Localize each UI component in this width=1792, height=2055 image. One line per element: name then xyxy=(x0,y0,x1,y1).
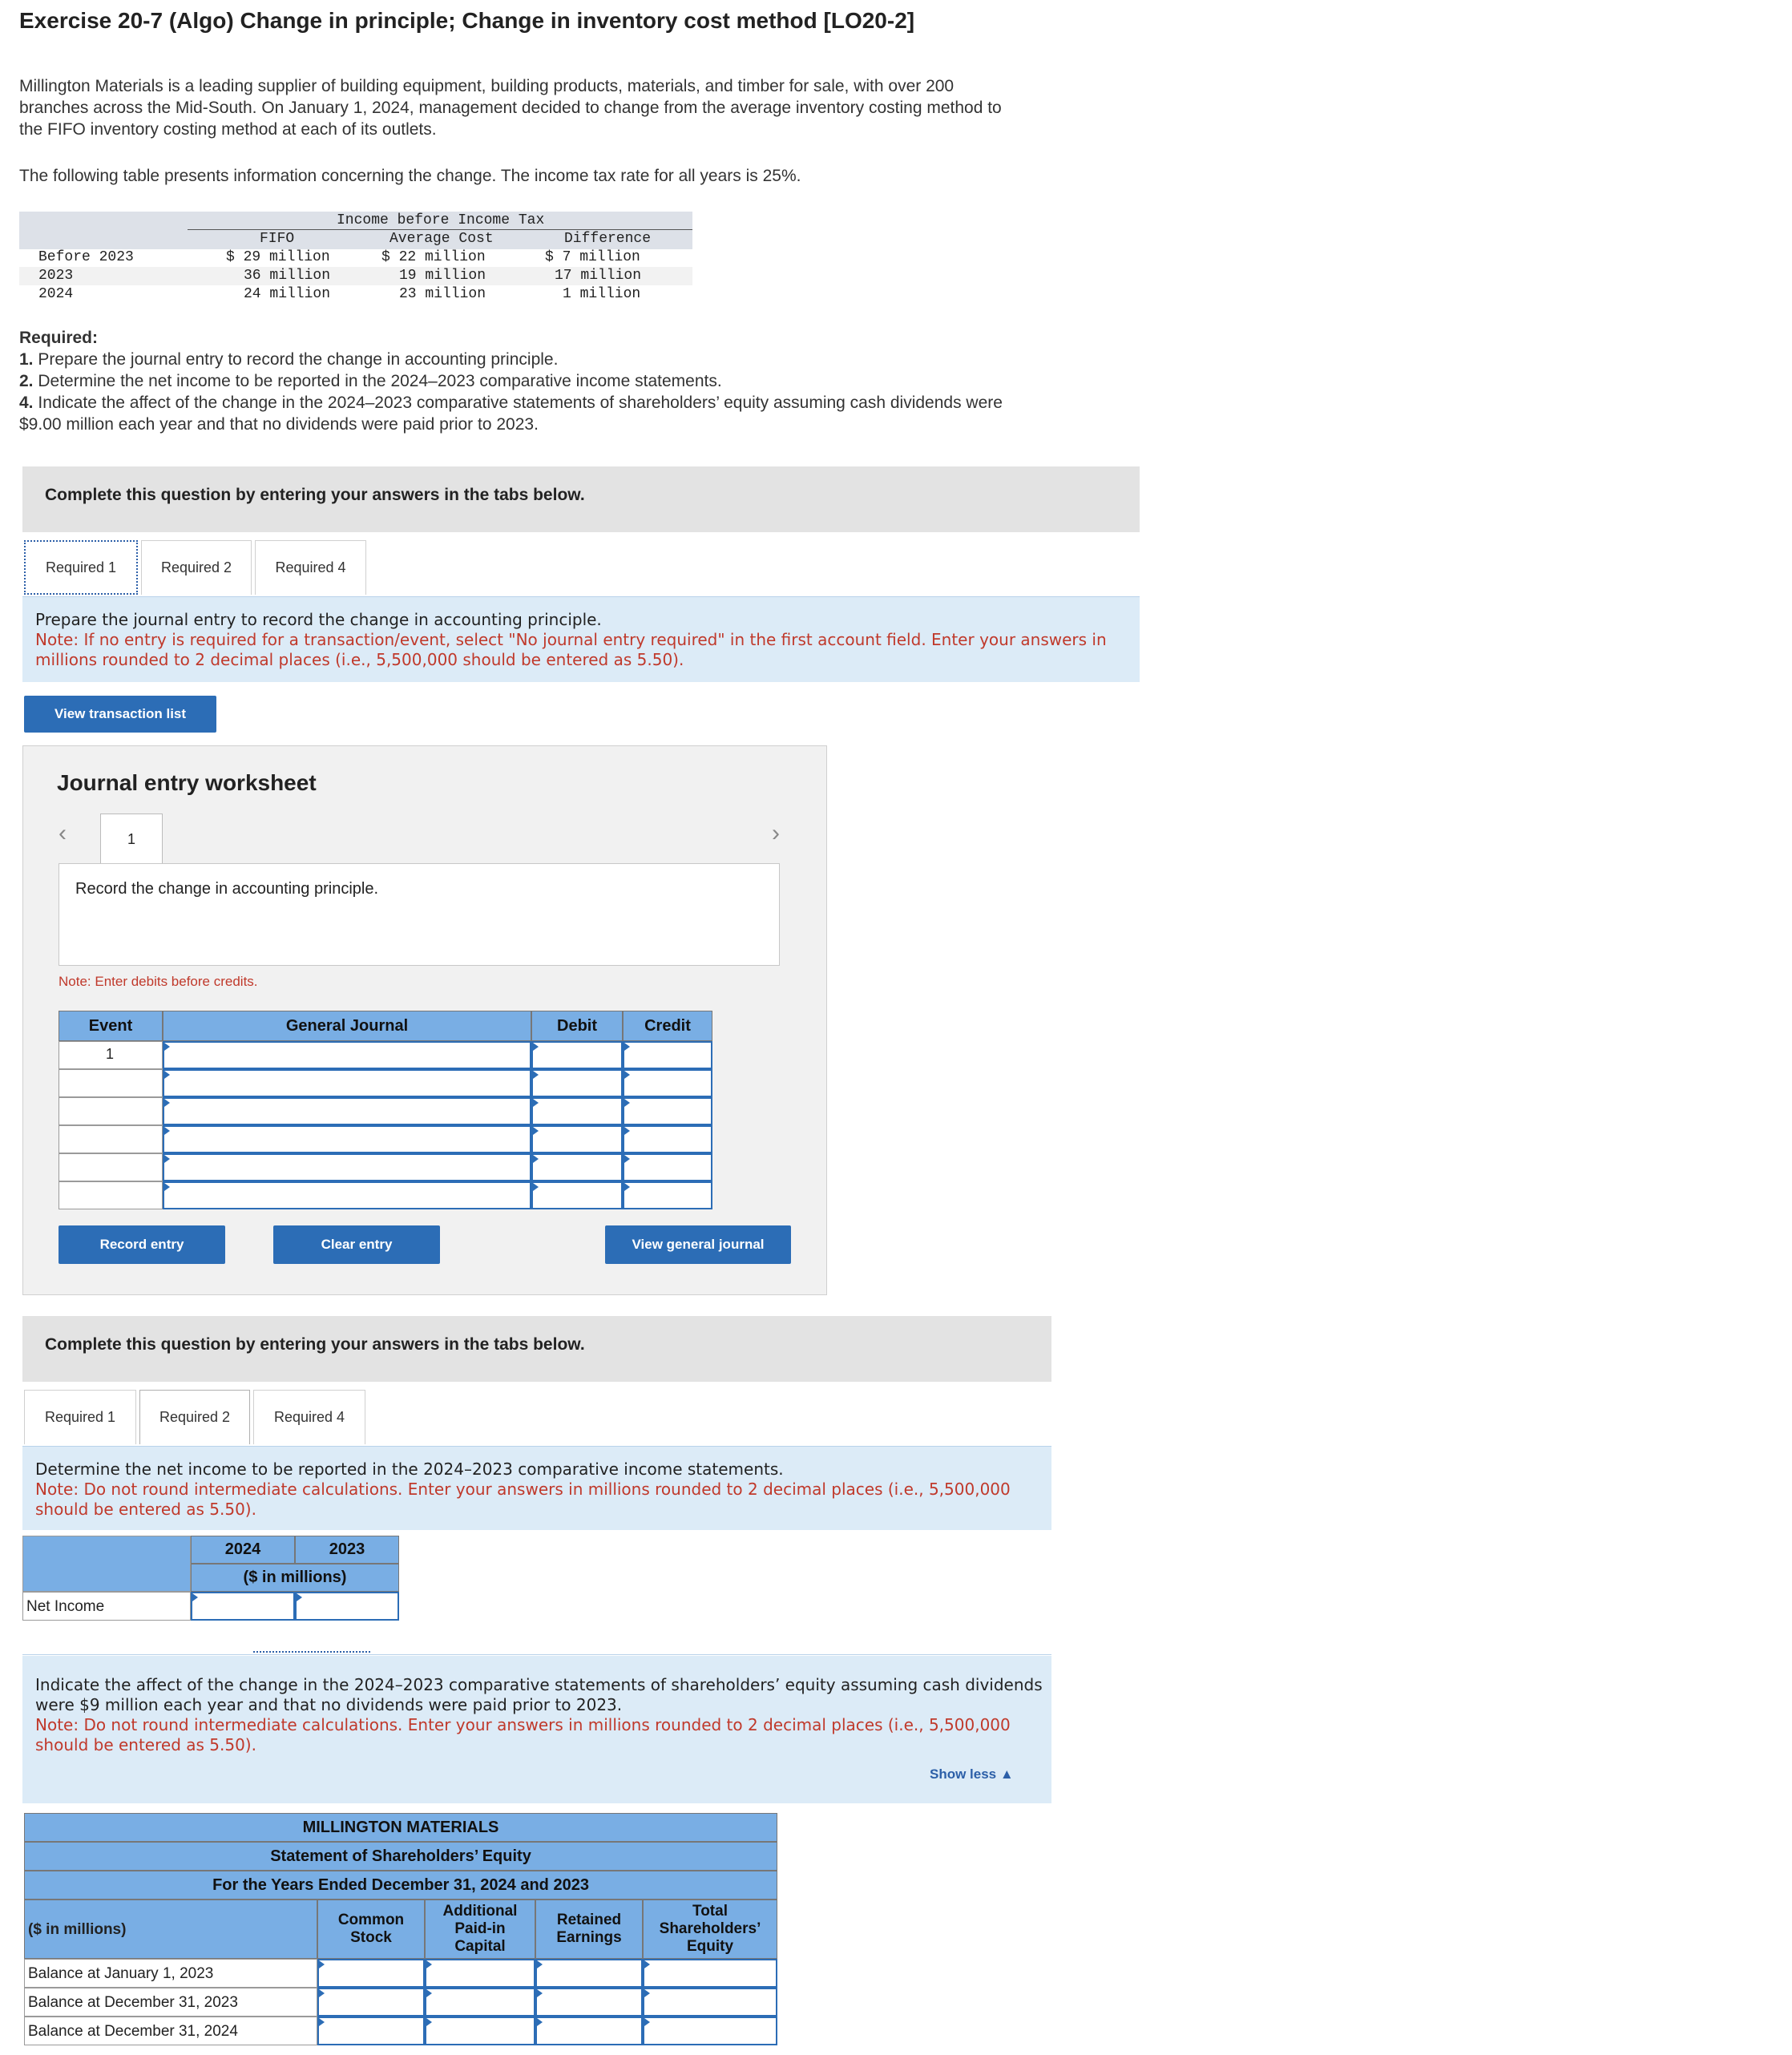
tab-required-4[interactable]: Required 4 xyxy=(255,540,366,595)
info-table xyxy=(19,212,692,308)
show-less-link[interactable]: Show less ▲ xyxy=(930,1766,1014,1782)
chevron-right-icon[interactable]: › xyxy=(772,820,780,846)
info-row-avg: 19 million xyxy=(399,268,486,284)
equity-row-label: Balance at December 31, 2023 xyxy=(28,1994,238,2011)
journal-account-select[interactable] xyxy=(163,1181,531,1209)
journal-account-select[interactable] xyxy=(163,1097,531,1125)
info-row-diff: $ 7 million xyxy=(545,249,640,265)
journal-account-select[interactable] xyxy=(163,1069,531,1097)
unit-header-cell xyxy=(24,1900,317,1959)
apic-input[interactable] xyxy=(425,1959,535,1988)
equity-row-label: Balance at December 31, 2024 xyxy=(28,2023,238,2040)
journal-account-select[interactable] xyxy=(163,1153,531,1181)
event-value: 1 xyxy=(106,1046,115,1062)
info-col-fifo: FIFO xyxy=(260,231,295,247)
common-stock-input[interactable] xyxy=(317,1988,425,2017)
event-cell xyxy=(59,1069,163,1097)
info-row-diff: 17 million xyxy=(555,268,642,284)
col-common-stock: Common Stock xyxy=(317,1900,425,1959)
net-income-2023-input[interactable] xyxy=(295,1592,399,1621)
req1-instruction: Prepare the journal entry to record the change in accounting principle. xyxy=(35,610,602,629)
debit-input[interactable] xyxy=(531,1097,623,1125)
info-row-diff: 1 million xyxy=(563,286,641,302)
note-debits: Note: Enter debits before credits. xyxy=(59,974,258,989)
common-stock-input[interactable] xyxy=(317,1959,425,1988)
journal-account-select[interactable] xyxy=(163,1041,531,1069)
equity-row-label-cell xyxy=(24,1959,317,1988)
page-title: Exercise 20-7 (Algo) Change in principle; Change in inventory cost method [LO20-2] xyxy=(19,8,915,33)
debit-input[interactable] xyxy=(531,1125,623,1153)
intro-paragraph: Millington Materials is a leading supplier of building equipment, building products, materials, and timber for sale, with over 200 branches across the Mid-South. On January 1, 2024, management decided to change from the average inventory costing method to the FIFO inventory costing method at each of its outlets. xyxy=(19,77,1002,139)
req2-instruction-box xyxy=(22,1446,1051,1530)
info-group-rule xyxy=(188,229,692,230)
col-retained-earnings: Retained Earnings xyxy=(535,1900,643,1959)
col-debit: Debit xyxy=(531,1011,623,1041)
col-2023: 2023 xyxy=(295,1536,399,1564)
net-income-2024-input[interactable] xyxy=(191,1592,295,1621)
unit-label: ($ in millions) xyxy=(191,1564,399,1592)
retained-earnings-input[interactable] xyxy=(535,2017,643,2045)
net-income-header-blank xyxy=(22,1536,191,1592)
journal-account-select[interactable] xyxy=(163,1125,531,1153)
info-row-label: Before 2023 xyxy=(38,249,134,265)
col-total-equity: Total Shareholders’ Equity xyxy=(643,1900,777,1959)
retained-earnings-input[interactable] xyxy=(535,1959,643,1988)
required-list: Required: 1. Prepare the journal entry to record the change in accounting principle. 2. Determine the net income to be reported in the 2024–2023 comparative income statements. 4. Indicate the affect of the change in the 2024–2023 comparative statements of shareholders’ equity assuming cash dividends were $9.00 million each year and that no dividends were paid prior to 2023. xyxy=(19,329,1003,434)
credit-input[interactable] xyxy=(623,1153,712,1181)
req2-note: Note: Do not round intermediate calculations. Enter your answers in millions rounded to 2 decimal places (i.e., 5,500,000 should be entered as 5.50). xyxy=(35,1480,1011,1519)
req2-instruction: Determine the net income to be reported in the 2024–2023 comparative income statements. xyxy=(35,1459,784,1479)
journal-worksheet-panel xyxy=(22,745,827,1295)
req4-instruction-box xyxy=(22,1656,1051,1803)
info-row-avg: $ 22 million xyxy=(381,249,486,265)
complete-banner: Complete this question by entering your answers in the tabs below. xyxy=(22,466,1140,532)
tab-strip-divider xyxy=(22,1654,1051,1655)
apic-input[interactable] xyxy=(425,1988,535,2017)
complete-banner: Complete this question by entering your answers in the tabs below. xyxy=(22,1316,1051,1382)
credit-input[interactable] xyxy=(623,1069,712,1097)
debit-input[interactable] xyxy=(531,1041,623,1069)
worksheet-title: Journal entry worksheet xyxy=(57,770,317,795)
info-row-fifo: 24 million xyxy=(244,286,331,302)
clear-entry-button[interactable]: Clear entry xyxy=(273,1225,440,1264)
info-row-label: 2023 xyxy=(38,268,74,284)
info-row-label: 2024 xyxy=(38,286,74,302)
req4-note: Note: Do not round intermediate calculations. Enter your answers in millions rounded to 2 decimal places (i.e., 5,500,000 should be entered as 5.50). xyxy=(35,1715,1011,1754)
info-col-difference: Difference xyxy=(564,231,652,247)
net-income-label: Net Income xyxy=(26,1598,105,1615)
net-income-label-cell xyxy=(22,1592,191,1621)
apic-input[interactable] xyxy=(425,2017,535,2045)
debit-input[interactable] xyxy=(531,1181,623,1209)
debit-input[interactable] xyxy=(531,1153,623,1181)
tab-required-2[interactable]: Required 2 xyxy=(139,1390,250,1444)
total-equity-input[interactable] xyxy=(643,1988,777,2017)
event-cell xyxy=(59,1181,163,1209)
event-cell xyxy=(59,1125,163,1153)
info-col-average: Average Cost xyxy=(389,231,494,247)
equity-row-label: Balance at January 1, 2023 xyxy=(28,1965,214,1982)
tab-required-4[interactable]: Required 4 xyxy=(253,1390,365,1444)
info-row-avg: 23 million xyxy=(399,286,486,302)
info-row-fifo: 36 million xyxy=(244,268,331,284)
record-entry-button[interactable]: Record entry xyxy=(59,1225,225,1264)
info-group-header: Income before Income Tax xyxy=(337,212,545,228)
debit-input[interactable] xyxy=(531,1069,623,1097)
chevron-left-icon[interactable]: ‹ xyxy=(59,820,67,846)
total-equity-input[interactable] xyxy=(643,1959,777,1988)
info-row-fifo: $ 29 million xyxy=(226,249,330,265)
col-credit: Credit xyxy=(623,1011,712,1041)
view-transaction-list-button[interactable]: View transaction list xyxy=(24,696,216,733)
credit-input[interactable] xyxy=(623,1181,712,1209)
req4-instruction: Indicate the affect of the change in the 2024–2023 comparative statements of shareholders’ equity assuming cash dividends were $9 million each year and that no dividends were paid prior to 2023. xyxy=(35,1675,1043,1714)
col-general-journal: General Journal xyxy=(163,1011,531,1041)
statement-title: Statement of Shareholders’ Equity xyxy=(24,1842,777,1871)
record-description: Record the change in accounting principle. xyxy=(75,880,379,898)
col-event: Event xyxy=(59,1011,163,1041)
record-description-box xyxy=(59,863,780,966)
event-cell xyxy=(59,1041,163,1069)
tab-required-2[interactable]: Required 2 xyxy=(141,540,252,595)
credit-input[interactable] xyxy=(623,1125,712,1153)
credit-input[interactable] xyxy=(623,1041,712,1069)
company-name: MILLINGTON MATERIALS xyxy=(24,1813,777,1842)
statement-period: For the Years Ended December 31, 2024 and 2023 xyxy=(24,1871,777,1900)
event-cell xyxy=(59,1153,163,1181)
tab-required-1[interactable]: Required 1 xyxy=(24,1390,136,1444)
total-equity-input[interactable] xyxy=(643,2017,777,2045)
view-general-journal-button[interactable]: View general journal xyxy=(605,1225,791,1264)
col-apic: Additional Paid-in Capital xyxy=(425,1900,535,1959)
equity-row-label-cell xyxy=(24,1988,317,2017)
worksheet-page-tab[interactable]: 1 xyxy=(100,814,163,864)
tab-required-1[interactable]: Required 1 xyxy=(24,540,138,595)
retained-earnings-input[interactable] xyxy=(535,1988,643,2017)
intro-tax-paragraph: The following table presents information concerning the change. The income tax rate for all years is 25%. xyxy=(19,167,801,185)
tab-focus-indicator xyxy=(253,1651,370,1653)
col-2024: 2024 xyxy=(191,1536,295,1564)
equity-unit-label: ($ in millions) xyxy=(28,1921,127,1938)
req1-instruction-box xyxy=(22,596,1140,682)
equity-row-label-cell xyxy=(24,2017,317,2045)
common-stock-input[interactable] xyxy=(317,2017,425,2045)
event-cell xyxy=(59,1097,163,1125)
req1-note: Note: If no entry is required for a transaction/event, select "No journal entry required" in the first account field. Enter your answers in millions rounded to 2 decimal places (i.e., 5,500,000 should be entered as 5.50). xyxy=(35,630,1107,669)
credit-input[interactable] xyxy=(623,1097,712,1125)
